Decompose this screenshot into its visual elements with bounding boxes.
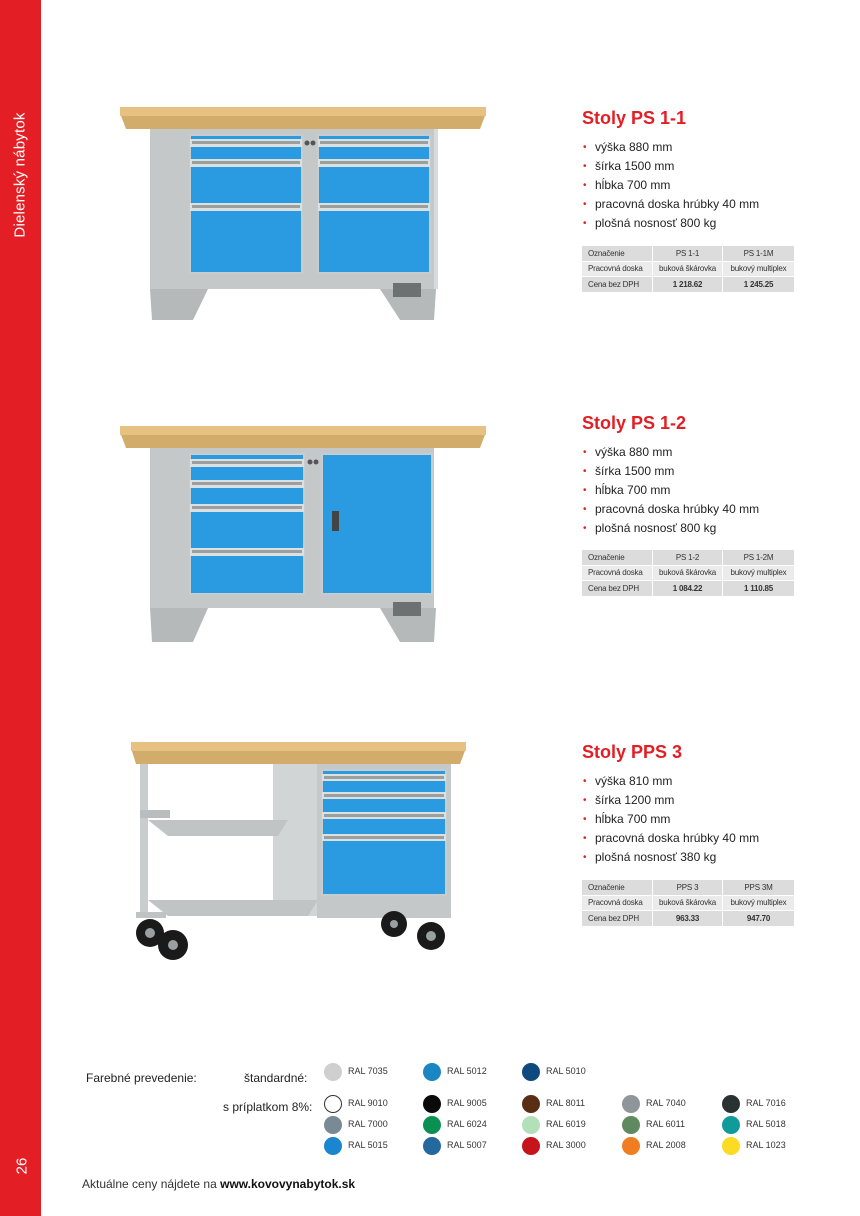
color-dot xyxy=(522,1095,540,1113)
color-dot xyxy=(522,1137,540,1155)
color-dot xyxy=(522,1116,540,1134)
color-dot xyxy=(622,1137,640,1155)
spec-width: • šírka 1200 mm xyxy=(582,791,822,810)
table-cell: PS 1-2M xyxy=(722,550,794,566)
table-row xyxy=(582,246,794,262)
spec-load: • plošná nosnosť 380 kg xyxy=(582,848,822,867)
table-cell: PS 1-2 xyxy=(652,550,722,566)
color-options xyxy=(0,1058,860,1158)
page-number: 26 xyxy=(13,1157,31,1175)
product-title: Stoly PPS 3 xyxy=(582,742,683,762)
table-cell: Pracovná doska xyxy=(582,262,652,278)
sidebar xyxy=(0,0,41,1216)
website-link[interactable]: www.kovovynabytok.sk xyxy=(220,1177,356,1191)
workbench-pps-3-image xyxy=(128,740,470,965)
table-cell: Označenie xyxy=(582,550,652,566)
table-row xyxy=(582,262,794,278)
table-cell: buková škárovka xyxy=(652,896,722,912)
table-cell: buková škárovka xyxy=(652,262,722,278)
product-title: Stoly PS 1-2 xyxy=(582,413,687,433)
spec-load: • plošná nosnosť 800 kg xyxy=(582,519,822,538)
price-table xyxy=(582,550,794,597)
table-cell: Cena bez DPH xyxy=(582,911,652,927)
spec-list xyxy=(582,138,822,233)
workbench-ps-1-2-image xyxy=(118,424,488,646)
spec-depth: • hĺbka 700 mm xyxy=(582,176,822,195)
spec-board: • pracovná doska hrúbky 40 mm xyxy=(582,829,822,848)
price-table xyxy=(582,246,794,293)
price-value: 1 110.85 xyxy=(722,581,794,597)
color-name: RAL 5018 xyxy=(746,1119,786,1129)
color-name: RAL 5010 xyxy=(546,1066,586,1076)
color-dot xyxy=(324,1063,342,1081)
spec-load: • plošná nosnosť 800 kg xyxy=(582,214,822,233)
table-cell: bukový multiplex xyxy=(722,896,794,912)
color-dot xyxy=(423,1137,441,1155)
color-name: RAL 9010 xyxy=(348,1098,388,1108)
table-cell: Označenie xyxy=(582,880,652,896)
color-dot xyxy=(722,1095,740,1113)
table-cell: Označenie xyxy=(582,246,652,262)
spec-depth: • hĺbka 700 mm xyxy=(582,481,822,500)
price-value: 947.70 xyxy=(722,911,794,927)
product-title: Stoly PS 1-1 xyxy=(582,108,687,128)
spec-board: • pracovná doska hrúbky 40 mm xyxy=(582,500,822,519)
color-name: RAL 7000 xyxy=(348,1119,388,1129)
color-dot xyxy=(622,1116,640,1134)
color-dot xyxy=(423,1063,441,1081)
standard-colors-label: štandardné: xyxy=(244,1071,308,1085)
color-dot xyxy=(324,1116,342,1134)
table-row xyxy=(582,880,794,896)
spec-depth: • hĺbka 700 mm xyxy=(582,810,822,829)
color-dot xyxy=(423,1116,441,1134)
table-cell: PS 1-1M xyxy=(722,246,794,262)
color-dot xyxy=(324,1137,342,1155)
table-cell: bukový multiplex xyxy=(722,566,794,582)
table-cell: Cena bez DPH xyxy=(582,581,652,597)
price-value: 1 084.22 xyxy=(652,581,722,597)
price-value: 1 218.62 xyxy=(652,277,722,293)
color-name: RAL 5015 xyxy=(348,1140,388,1150)
color-name: RAL 5012 xyxy=(447,1066,487,1076)
table-cell: bukový multiplex xyxy=(722,262,794,278)
table-cell: buková škárovka xyxy=(652,566,722,582)
color-dot xyxy=(722,1116,740,1134)
extra-colors-label: s príplatkom 8%: xyxy=(223,1100,313,1114)
workbench-ps-1-1-image xyxy=(118,105,488,323)
color-dot xyxy=(722,1137,740,1155)
color-name: RAL 6024 xyxy=(447,1119,487,1129)
footer-text: Aktuálne ceny nájdete na xyxy=(82,1177,217,1191)
price-table xyxy=(582,880,794,927)
color-dot xyxy=(622,1095,640,1113)
color-name: RAL 7016 xyxy=(746,1098,786,1108)
spec-list xyxy=(582,443,822,538)
table-row xyxy=(582,277,794,293)
spec-width: • šírka 1500 mm xyxy=(582,462,822,481)
spec-height: • výška 880 mm xyxy=(582,138,822,157)
table-cell: Cena bez DPH xyxy=(582,277,652,293)
color-name: RAL 7040 xyxy=(646,1098,686,1108)
color-name: RAL 1023 xyxy=(746,1140,786,1150)
table-row xyxy=(582,550,794,566)
color-name: RAL 6019 xyxy=(546,1119,586,1129)
table-row xyxy=(582,911,794,927)
color-dot xyxy=(522,1063,540,1081)
spec-width: • šírka 1500 mm xyxy=(582,157,822,176)
footer xyxy=(82,1177,355,1191)
table-row xyxy=(582,581,794,597)
table-cell: PPS 3M xyxy=(722,880,794,896)
color-name: RAL 7035 xyxy=(348,1066,388,1076)
section-title: Dielenský nábytok xyxy=(11,112,29,238)
color-dot xyxy=(324,1095,342,1113)
color-name: RAL 3000 xyxy=(546,1140,586,1150)
table-row xyxy=(582,896,794,912)
price-value: 1 245.25 xyxy=(722,277,794,293)
spec-list xyxy=(582,772,822,867)
spec-height: • výška 810 mm xyxy=(582,772,822,791)
color-options-label: Farebné prevedenie: xyxy=(86,1071,197,1085)
spec-board: • pracovná doska hrúbky 40 mm xyxy=(582,195,822,214)
price-value: 963.33 xyxy=(652,911,722,927)
spec-height: • výška 880 mm xyxy=(582,443,822,462)
color-name: RAL 9005 xyxy=(447,1098,487,1108)
table-row xyxy=(582,566,794,582)
color-name: RAL 5007 xyxy=(447,1140,487,1150)
color-dot xyxy=(423,1095,441,1113)
color-name: RAL 8011 xyxy=(546,1098,586,1108)
color-name: RAL 2008 xyxy=(646,1140,686,1150)
table-cell: PS 1-1 xyxy=(652,246,722,262)
table-cell: PPS 3 xyxy=(652,880,722,896)
color-name: RAL 6011 xyxy=(646,1119,686,1129)
table-cell: Pracovná doska xyxy=(582,896,652,912)
table-cell: Pracovná doska xyxy=(582,566,652,582)
